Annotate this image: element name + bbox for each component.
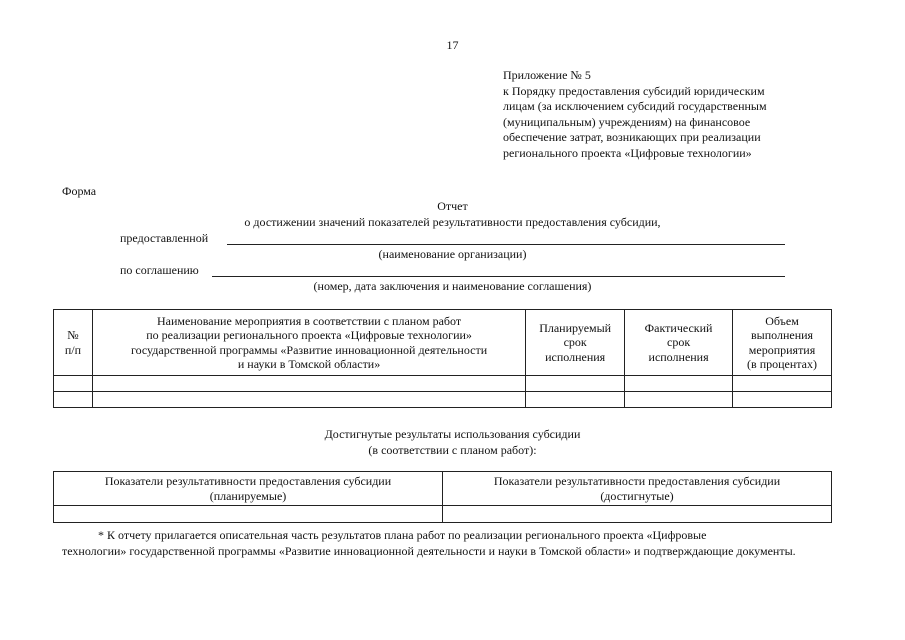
header-achieved-indicators: Показатели результативности предоставления субсидии (достигнутые): [443, 472, 832, 506]
agreement-field[interactable]: [212, 262, 785, 277]
results-title: Достигнутые результаты использования субсидии: [324, 427, 581, 441]
table-cell[interactable]: [526, 392, 625, 408]
organization-hint: (наименование организации): [378, 247, 527, 261]
report-subtitle: о достижении значений показателей результативности предоставления субсидии,: [244, 215, 661, 229]
appendix-line: обеспечение затрат, возникающих при реализации: [503, 130, 761, 144]
table-cell[interactable]: [54, 392, 93, 408]
page-number: 17: [446, 38, 459, 52]
table-cell[interactable]: [92, 376, 525, 392]
form-label: Форма: [62, 184, 97, 198]
agreement-hint: (номер, дата заключения и наименование соглашения): [313, 279, 592, 293]
footnote-first-line: * К отчету прилагается описательная часть результатов плана работ по реализации регионального проекта «Цифровые: [98, 528, 707, 542]
footnote-rest: технологии» государственной программы «Развитие инновационной деятельности и науки в Томской области» и подтверждающие документы.: [62, 544, 796, 558]
table-row: [54, 392, 832, 408]
table-cell[interactable]: [443, 506, 832, 523]
table-cell[interactable]: [625, 376, 733, 392]
table-cell[interactable]: [733, 392, 832, 408]
results-table: [53, 471, 832, 523]
table-cell[interactable]: [625, 392, 733, 408]
footnote: [62, 527, 840, 559]
header-number: № п/п: [54, 310, 93, 376]
appendix-line: к Порядку предоставления субсидий юридическим: [503, 83, 765, 98]
appendix-line: (муниципальным) учреждениям) на финансовое: [503, 114, 751, 129]
header-activity-name: Наименование мероприятия в соответствии с планом работ по реализации регионального проекта «Цифровые технологии» государственной программы «Развитие инновационной деятельности и науки в Томской области»: [92, 310, 525, 376]
appendix-title: Приложение № 5: [503, 68, 591, 82]
appendix-block: [503, 68, 833, 161]
table-row: [54, 506, 832, 523]
table-cell[interactable]: [54, 376, 93, 392]
activities-table: [53, 309, 832, 408]
organization-field[interactable]: [227, 230, 785, 245]
table-cell[interactable]: [92, 392, 525, 408]
provided-label: предоставленной: [120, 231, 209, 245]
header-actual-deadline: Фактический срок исполнения: [625, 310, 733, 376]
table-cell[interactable]: [526, 376, 625, 392]
agreement-label: по соглашению: [120, 263, 199, 277]
header-planned-indicators: Показатели результативности предоставления субсидии (планируемые): [54, 472, 443, 506]
appendix-line: лицам (за исключением субсидий государственным: [503, 99, 767, 113]
table-cell[interactable]: [733, 376, 832, 392]
table-cell[interactable]: [54, 506, 443, 523]
header-planned-deadline: Планируемый срок исполнения: [526, 310, 625, 376]
appendix-line: регионального проекта «Цифровые технологии»: [503, 145, 752, 160]
table-row: [54, 376, 832, 392]
header-completion-percent: Объем выполнения мероприятия (в процентах): [733, 310, 832, 376]
report-title: Отчет: [437, 199, 468, 213]
results-subtitle: (в соответствии с планом работ):: [368, 443, 537, 457]
